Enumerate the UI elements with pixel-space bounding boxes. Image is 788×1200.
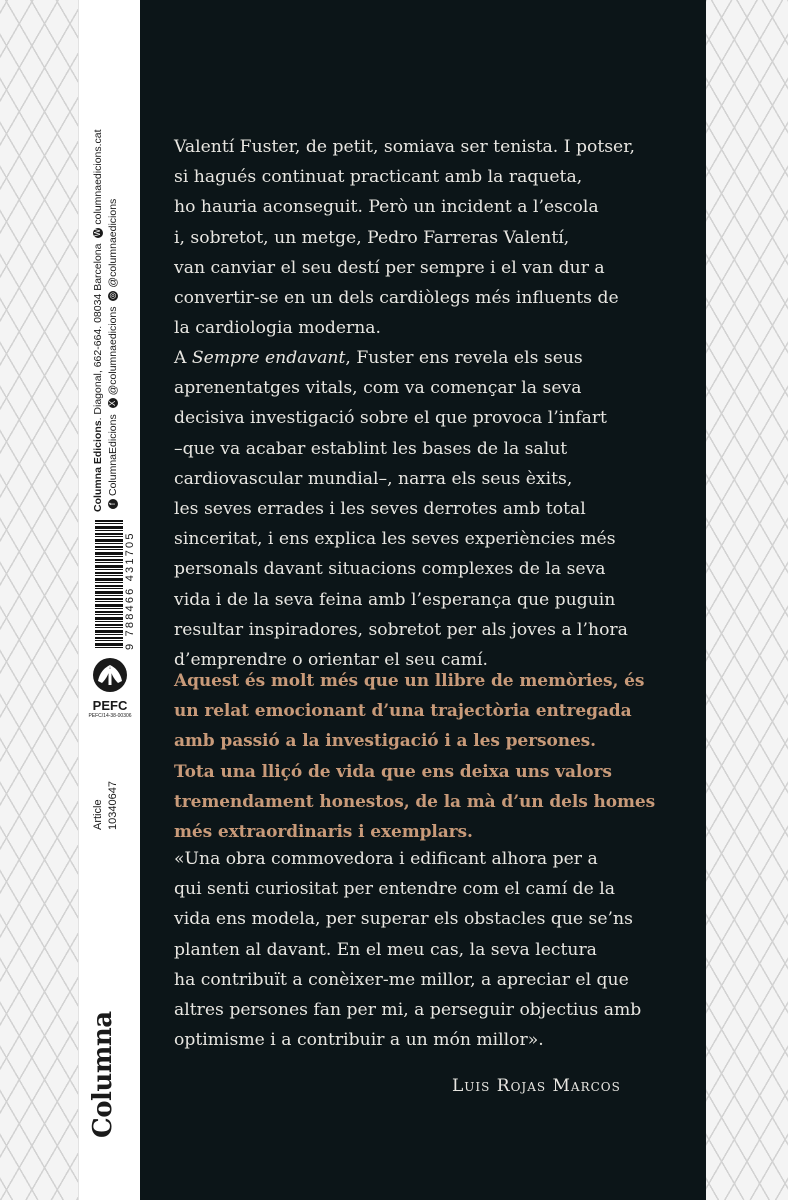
facebook-handle: ColumnaEdicions — [107, 414, 119, 496]
facebook-icon: f — [108, 499, 118, 509]
instagram-icon: ◎ — [108, 292, 118, 300]
synopsis-paragraph-1: Valentí Fuster, de petit, somiava ser tenista. I potser, si hagués continuat practicant amb la raqueta, ho hauria aconseguit. Però un incident a l’escola i, sobretot, un metge, Pedro Farreras Valentí, van canviar el seu destí per sempre i el van dur a convertir-se en un dels cardiòlegs més influents de la cardiologia moderna. — [174, 137, 636, 339]
article-label: Article — [92, 799, 104, 830]
pefc-code: PEFC/14-38-00306 — [88, 713, 132, 719]
web-icon: W — [93, 228, 103, 237]
isbn-digits: 9 788466 431705 — [124, 531, 136, 650]
quote-author: Luis Rojas Marcos — [452, 1076, 621, 1096]
publisher-line — [92, 129, 104, 512]
isbn-barcode — [95, 520, 123, 648]
pefc-label: PEFC — [92, 698, 128, 713]
x-handle: @columnaedicions — [107, 306, 119, 396]
right-edge-pattern — [706, 0, 788, 1200]
paragraph-2-prefix: A — [174, 348, 192, 368]
highlight-paragraph: Aquest és molt més que un llibre de memòries, és un relat emocionant d’una trajectòria entregada amb passió a la investigació i a les persones. Tota una lliçó de vida que ens deixa uns valors tremendament honestos, de la mà d’un dels homes més extraordinaris i exemplars. — [174, 671, 656, 843]
instagram-handle: @columnaedicions — [107, 198, 119, 288]
publisher-address: . Diagonal, 662-664. 08034 Barcelona — [92, 243, 104, 421]
publisher-brand-logo: Columna — [88, 1011, 118, 1138]
social-line — [107, 199, 119, 512]
website: columnaedicions.cat — [92, 129, 104, 225]
article-number: 10340647 — [107, 781, 119, 830]
publisher-name: Columna Edicions — [92, 420, 104, 512]
testimonial-quote: «Una obra commovedora i edificant alhora per a qui senti curiositat per entendre com el camí de la vida ens modela, per superar els obstacles que se’ns planten al davant. En el meu cas, la seva lectura ha contribuït a conèixer-me millor, a apreciar el que altres persones fan per mi, a perseguir objectius amb optimisme i a contribuir a un món millor». — [174, 849, 642, 1051]
paragraph-2-rest: , Fuster ens revela els seus aprenentatges vitals, com va començar la seva decisiva investigació sobre el que provoca l’infart –que va acabar establint les bases de la salut cardiovascular mundial–, narra els seus èxits, les seves errades i les seves derrotes amb total sinceritat, i ens explica les seves experiències més personals davant situacions complexes de la seva vida i de la seva feina amb l’esperança que puguin resultar inspiradores, sobretot per als joves a l’hora d’emprendre o orientar el seu camí. — [174, 348, 628, 671]
book-title: Sempre endavant — [191, 348, 346, 368]
x-icon: X — [108, 398, 118, 408]
synopsis-paragraph-2 — [174, 343, 694, 675]
